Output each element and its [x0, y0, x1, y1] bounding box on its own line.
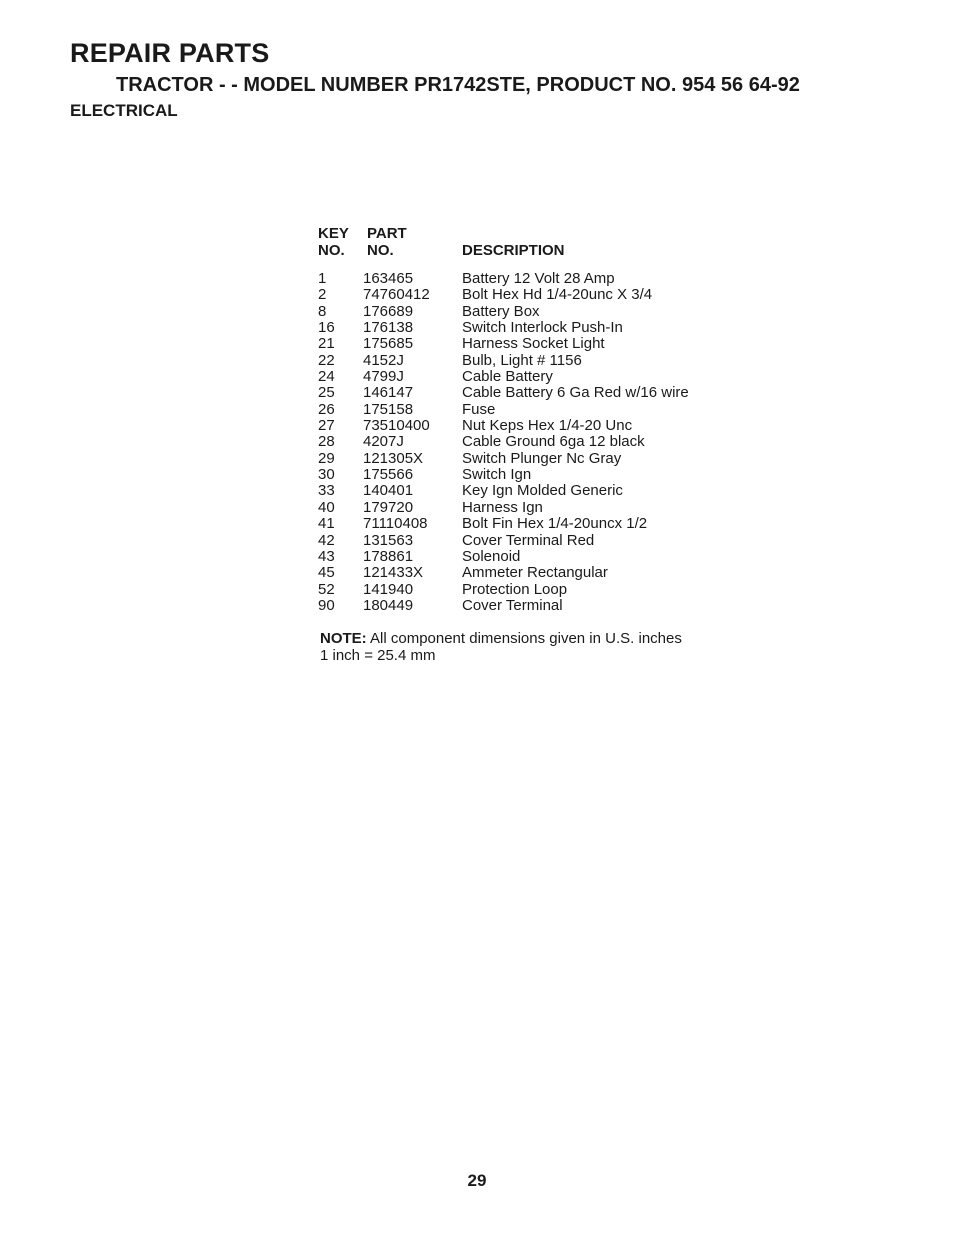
- part-no-cell: 4152J: [363, 351, 404, 369]
- key-no-cell: 25: [318, 384, 335, 402]
- description-cell: Switch Interlock Push-In: [462, 319, 623, 337]
- description-cell: Battery 12 Volt 28 Amp: [462, 270, 615, 287]
- table-row: [318, 516, 738, 532]
- table-row: [318, 549, 738, 565]
- description-cell: Switch Ign: [462, 466, 532, 484]
- page-subtitle: TRACTOR - - MODEL NUMBER PR1742STE, PRODUCT NO. 954 56 64-92: [116, 74, 800, 96]
- table-row: [318, 565, 738, 581]
- note-text: All component dimensions given in U.S. inches: [370, 630, 682, 647]
- description-cell: Solenoid: [462, 547, 521, 565]
- note: [320, 630, 682, 664]
- part-no-cell: 73510400: [363, 417, 430, 435]
- part-no-cell: 4207J: [363, 433, 404, 451]
- part-no-cell: 175685: [363, 335, 414, 353]
- table-row: [318, 385, 738, 401]
- part-no-cell: 146147: [363, 384, 414, 402]
- table-row: [318, 418, 738, 434]
- part-header-line1: PART: [367, 225, 407, 242]
- key-no-cell: 22: [318, 351, 335, 369]
- key-no-cell: 52: [318, 580, 335, 598]
- part-header-line2: NO.: [367, 242, 394, 259]
- description-cell: Bulb, Light # 1156: [462, 351, 582, 369]
- key-no-cell: 41: [318, 515, 335, 533]
- part-no-cell: 4799J: [363, 368, 404, 386]
- key-no-cell: 90: [318, 596, 335, 614]
- part-no-cell: 175158: [363, 400, 414, 418]
- description-header: [462, 225, 565, 259]
- parts-table: [318, 225, 738, 614]
- part-no-cell: 176138: [363, 319, 414, 337]
- key-no-cell: 28: [318, 433, 335, 451]
- table-row: [318, 369, 738, 385]
- description-cell: Bolt Fin Hex 1/4-20uncx 1/2: [462, 515, 648, 533]
- part-no-cell: 178861: [363, 547, 414, 565]
- description-cell: Harness Ign: [462, 498, 543, 516]
- description-cell: Cover Terminal Red: [462, 531, 595, 549]
- part-no-cell: 176689: [363, 302, 414, 320]
- key-header-line1: KEY: [318, 225, 349, 242]
- description-header-label: DESCRIPTION: [462, 242, 565, 259]
- table-row: [318, 304, 738, 320]
- page-title: REPAIR PARTS: [70, 38, 270, 68]
- part-no-cell: 140401: [363, 482, 414, 500]
- part-no-cell: 180449: [363, 596, 414, 614]
- key-no-cell: 40: [318, 498, 335, 516]
- description-cell: Cable Battery 6 Ga Red w/16 wire: [462, 384, 689, 402]
- part-no-cell: 131563: [363, 531, 414, 549]
- note-label: NOTE:: [320, 630, 367, 647]
- table-row: [318, 320, 738, 336]
- table-body: [318, 271, 738, 614]
- key-no-cell: 2: [318, 286, 327, 304]
- key-no-cell: 27: [318, 417, 335, 435]
- part-no-header: [367, 225, 407, 259]
- key-no-cell: 21: [318, 335, 335, 353]
- table-row: [318, 598, 738, 614]
- description-cell: Key Ign Molded Generic: [462, 482, 623, 500]
- description-cell: Bolt Hex Hd 1/4-20unc X 3/4: [462, 286, 653, 304]
- description-cell: Protection Loop: [462, 580, 568, 598]
- description-cell: Switch Plunger Nc Gray: [462, 449, 622, 467]
- table-row: [318, 434, 738, 450]
- key-header-line2: NO.: [318, 242, 345, 259]
- table-row: [318, 582, 738, 598]
- key-no-cell: 26: [318, 400, 335, 418]
- part-no-cell: 141940: [363, 580, 414, 598]
- table-row: [318, 483, 738, 499]
- part-no-cell: 121433X: [363, 564, 424, 582]
- description-cell: Cable Battery: [462, 368, 553, 386]
- table-row: [318, 467, 738, 483]
- key-no-cell: 45: [318, 564, 335, 582]
- key-no-cell: 43: [318, 547, 335, 565]
- key-no-cell: 1: [318, 270, 327, 287]
- description-cell: Battery Box: [462, 302, 540, 320]
- part-no-cell: 121305X: [363, 449, 424, 467]
- description-cell: Cover Terminal: [462, 596, 563, 614]
- section-title: ELECTRICAL: [70, 101, 178, 120]
- page-number: 29: [467, 1171, 487, 1190]
- key-no-cell: 30: [318, 466, 335, 484]
- table-row: [318, 533, 738, 549]
- key-no-cell: 33: [318, 482, 335, 500]
- key-no-cell: 24: [318, 368, 335, 386]
- part-no-cell: 74760412: [363, 286, 430, 304]
- key-no-cell: 29: [318, 449, 335, 467]
- part-no-cell: 175566: [363, 466, 414, 484]
- description-cell: Nut Keps Hex 1/4-20 Unc: [462, 417, 633, 435]
- description-cell: Harness Socket Light: [462, 335, 605, 353]
- table-row: [318, 353, 738, 369]
- description-cell: Cable Ground 6ga 12 black: [462, 433, 645, 451]
- description-cell: Ammeter Rectangular: [462, 564, 608, 582]
- table-row: [318, 500, 738, 516]
- note-conversion: 1 inch = 25.4 mm: [320, 647, 436, 664]
- key-no-cell: 16: [318, 319, 335, 337]
- description-cell: Fuse: [462, 400, 496, 418]
- key-no-header: [318, 225, 349, 259]
- part-no-cell: 71110408: [363, 515, 428, 533]
- part-no-cell: 179720: [363, 498, 414, 516]
- key-no-cell: 42: [318, 531, 335, 549]
- table-row: [318, 451, 738, 467]
- table-row: [318, 287, 738, 303]
- table-row: [318, 402, 738, 418]
- table-row: [318, 271, 738, 287]
- part-no-cell: 163465: [363, 270, 414, 287]
- key-no-cell: 8: [318, 302, 327, 320]
- table-row: [318, 336, 738, 352]
- table-header: [318, 225, 738, 259]
- note-line: [320, 630, 682, 647]
